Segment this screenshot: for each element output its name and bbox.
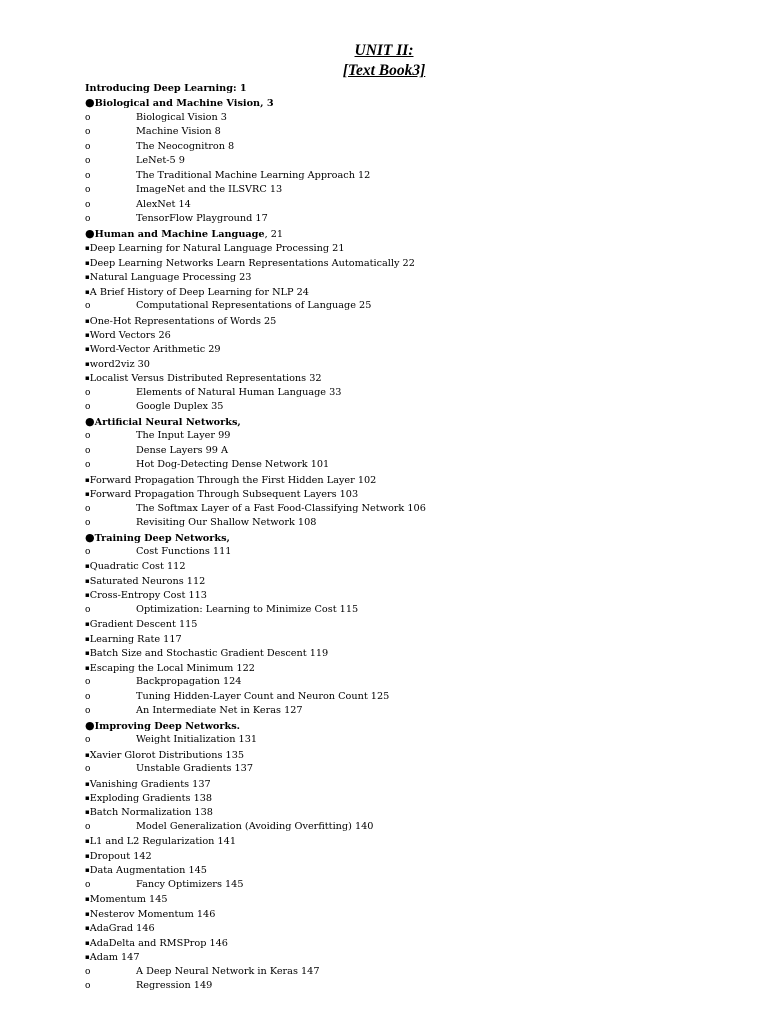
toc-item-text: Word Vectors 26 — [89, 329, 171, 341]
toc-item-text: Nesterov Momentum 146 — [89, 908, 216, 920]
toc-item — [85, 473, 745, 487]
unit-title: UNIT II: — [354, 42, 414, 59]
toc-subitem-text: Fancy Optimizers 145 — [136, 878, 244, 890]
toc-subitem — [85, 820, 745, 834]
textbook-reference: [Text Book3] — [342, 62, 426, 79]
table-of-contents — [85, 82, 745, 994]
toc-item — [85, 921, 745, 935]
toc-item — [85, 863, 745, 877]
bullet-square-icon: ▪ — [85, 953, 90, 962]
toc-item — [85, 892, 745, 906]
toc-item — [85, 646, 745, 660]
toc-subitem — [85, 979, 745, 993]
toc-item — [85, 834, 745, 848]
toc-item-label — [85, 632, 182, 647]
bullet-square-icon: ▪ — [85, 490, 90, 499]
toc-subitem — [85, 502, 745, 516]
toc-section-label — [85, 96, 274, 111]
toc-item — [85, 270, 745, 284]
bullet-square-icon: ▪ — [85, 837, 90, 846]
toc-section-title: Artificial Neural Networks, — [94, 416, 241, 428]
toc-item — [85, 805, 745, 819]
toc-item — [85, 314, 745, 328]
toc-chapter-heading — [85, 82, 745, 96]
toc-subitem-text: TensorFlow Playground 17 — [136, 213, 268, 225]
toc-section — [85, 531, 745, 545]
bullet-circle-icon: o — [85, 170, 91, 181]
bullet-square-icon: ▪ — [85, 634, 90, 643]
toc-subitem-text: Biological Vision 3 — [136, 111, 227, 123]
toc-section — [85, 415, 745, 429]
toc-item-label — [85, 473, 376, 488]
toc-item — [85, 907, 745, 921]
bullet-circle-icon: o — [85, 879, 91, 890]
toc-subitem — [85, 429, 745, 443]
toc-section-title: Human and Machine Language — [94, 228, 265, 240]
toc-item-label — [85, 646, 328, 661]
bullet-circle-icon: o — [85, 547, 91, 557]
toc-subitem — [85, 386, 745, 400]
toc-item-label — [85, 936, 228, 951]
toc-subitem-text: Backpropagation 124 — [136, 676, 242, 688]
bullet-circle-icon: o — [85, 199, 91, 210]
bullet-circle-icon: o — [85, 431, 91, 442]
bullet-square-icon: ▪ — [85, 258, 90, 267]
bullet-dot-icon: ● — [85, 226, 95, 240]
bullet-square-icon: ▪ — [85, 475, 90, 484]
bullet-circle-icon: o — [85, 141, 91, 152]
toc-subitem-text: The Traditional Machine Learning Approach 12 — [136, 169, 371, 181]
toc-subitem-text: The Softmax Layer of a Fast Food-Classifying Network 106 — [136, 502, 426, 514]
bullet-circle-icon: o — [85, 691, 91, 702]
bullet-square-icon: ▪ — [85, 359, 90, 368]
toc-item-label — [85, 487, 358, 502]
toc-item-text: Adam 147 — [89, 952, 140, 964]
toc-subitem — [85, 878, 745, 892]
toc-subitem — [85, 733, 745, 747]
toc-subitem-text: AlexNet 14 — [136, 198, 191, 210]
toc-subitem — [85, 140, 745, 154]
toc-item — [85, 777, 745, 791]
toc-subitem-text: Unstable Gradients 137 — [136, 763, 254, 775]
toc-subitem — [85, 169, 745, 183]
toc-item-label — [85, 863, 207, 878]
toc-item — [85, 661, 745, 675]
toc-item-text: word2viz 30 — [89, 358, 150, 370]
bullet-square-icon: ▪ — [85, 576, 90, 585]
toc-item-label — [85, 270, 251, 285]
toc-item-text: Xavier Glorot Distributions 135 — [89, 749, 245, 761]
toc-subitem — [85, 675, 745, 689]
toc-item — [85, 328, 745, 342]
toc-item-text: Learning Rate 117 — [89, 633, 182, 645]
bullet-square-icon: ▪ — [85, 649, 90, 658]
toc-item-label — [85, 849, 152, 864]
bullet-circle-icon: o — [85, 518, 91, 529]
toc-subitem — [85, 154, 745, 168]
toc-item-label — [85, 892, 168, 907]
toc-section-page: , 21 — [264, 228, 284, 240]
bullet-square-icon: ▪ — [85, 793, 90, 802]
bullet-circle-icon: o — [85, 460, 91, 471]
toc-item-text: Forward Propagation Through Subsequent Layers 103 — [89, 489, 359, 501]
toc-section-title: Biological and Machine Vision, 3 — [94, 98, 274, 110]
toc-item-text: Natural Language Processing 23 — [89, 272, 252, 284]
bullet-dot-icon: ● — [85, 718, 95, 732]
bullet-circle-icon: o — [85, 503, 91, 514]
bullet-square-icon: ▪ — [85, 909, 90, 918]
toc-subitem — [85, 704, 745, 718]
bullet-square-icon: ▪ — [85, 273, 90, 282]
bullet-circle-icon: o — [85, 764, 91, 775]
toc-subitem-text: Google Duplex 35 — [136, 401, 224, 413]
toc-item-text: Deep Learning Networks Learn Representations Automatically 22 — [89, 257, 415, 269]
bullet-circle-icon: o — [85, 677, 91, 688]
toc-subitem — [85, 125, 745, 139]
toc-subitem-text: LeNet-5 9 — [136, 155, 185, 167]
toc-section-label — [85, 415, 241, 430]
bullet-square-icon: ▪ — [85, 562, 90, 571]
bullet-circle-icon: o — [85, 735, 91, 746]
toc-item — [85, 588, 745, 602]
bullet-circle-icon: o — [85, 127, 91, 138]
toc-item-label — [85, 588, 207, 603]
toc-subitem-text: Hot Dog-Detecting Dense Network 101 — [136, 459, 330, 471]
toc-subitem — [85, 212, 745, 226]
toc-section — [85, 96, 745, 110]
toc-subitem-text: A Deep Neural Network in Keras 147 — [136, 965, 320, 977]
toc-item-label — [85, 907, 215, 922]
bullet-circle-icon: o — [85, 821, 91, 832]
toc-section-title: Training Deep Networks, — [94, 532, 230, 544]
toc-item — [85, 285, 745, 299]
toc-section-label — [85, 719, 240, 734]
toc-item-text: Saturated Neurons 112 — [89, 575, 206, 587]
toc-item-text: Quadratic Cost 112 — [89, 561, 186, 573]
toc-item-label — [85, 777, 211, 792]
toc-item-label — [85, 748, 244, 763]
toc-item-label — [85, 661, 255, 676]
toc-subitem — [85, 965, 745, 979]
toc-item-text: Batch Normalization 138 — [89, 807, 213, 819]
toc-item-label — [85, 285, 309, 300]
toc-item-text: Localist Versus Distributed Representations 32 — [89, 373, 322, 385]
toc-subitem-text: Weight Initialization 131 — [136, 734, 258, 746]
toc-item-text: Data Augmentation 145 — [89, 865, 207, 877]
toc-item — [85, 559, 745, 573]
toc-item — [85, 791, 745, 805]
bullet-circle-icon: o — [85, 966, 91, 977]
toc-subitem-text: Cost Functions 111 — [136, 546, 232, 557]
bullet-circle-icon: o — [85, 706, 91, 717]
toc-section-title: Improving Deep Networks. — [94, 720, 241, 732]
toc-item-text: L1 and L2 Regularization 141 — [89, 836, 236, 848]
bullet-square-icon: ▪ — [85, 924, 90, 933]
bullet-dot-icon: ● — [85, 530, 95, 544]
bullet-circle-icon: o — [85, 112, 91, 123]
toc-subitem — [85, 400, 745, 414]
toc-item-label — [85, 314, 276, 329]
toc-item-text: A Brief History of Deep Learning for NLP 24 — [89, 286, 309, 298]
bullet-square-icon: ▪ — [85, 345, 90, 354]
toc-item-label — [85, 559, 186, 574]
toc-subitem — [85, 603, 745, 617]
toc-subitem-text: Revisiting Our Shallow Network 108 — [136, 517, 317, 529]
toc-subitem — [85, 111, 745, 125]
toc-subitem — [85, 198, 745, 212]
toc-subitem — [85, 299, 745, 313]
toc-item — [85, 950, 745, 964]
toc-item — [85, 617, 745, 631]
toc-item-text: Momentum 145 — [89, 894, 168, 906]
toc-item-text: Exploding Gradients 138 — [89, 792, 213, 804]
bullet-square-icon: ▪ — [85, 330, 90, 339]
toc-item-text: Cross-Entropy Cost 113 — [89, 590, 207, 602]
toc-item-label — [85, 805, 213, 820]
toc-item — [85, 487, 745, 501]
toc-subitem-text: The Input Layer 99 — [136, 430, 231, 442]
toc-item — [85, 256, 745, 270]
bullet-square-icon: ▪ — [85, 287, 90, 296]
toc-item-label — [85, 241, 345, 256]
bullet-circle-icon: o — [85, 402, 91, 413]
toc-item-text: One-Hot Representations of Words 25 — [89, 315, 277, 327]
toc-subitem-text: The Neocognitron 8 — [136, 140, 235, 152]
bullet-square-icon: ▪ — [85, 866, 90, 875]
toc-item-text: AdaGrad 146 — [89, 923, 155, 935]
bullet-dot-icon: ● — [85, 96, 95, 110]
bullet-square-icon: ▪ — [85, 851, 90, 860]
toc-subitem — [85, 458, 745, 472]
toc-item-text: AdaDelta and RMSProp 146 — [89, 937, 228, 949]
bullet-square-icon: ▪ — [85, 895, 90, 904]
toc-item — [85, 748, 745, 762]
toc-item-label — [85, 617, 197, 632]
toc-heading-text: Introducing Deep Learning: 1 — [85, 83, 247, 94]
toc-item-text: Batch Size and Stochastic Gradient Descent 119 — [89, 648, 329, 660]
toc-subitem-text: Dense Layers 99 A — [136, 444, 229, 456]
toc-subitem-text: Model Generalization (Avoiding Overfitting) 140 — [136, 820, 374, 832]
bullet-square-icon: ▪ — [85, 591, 90, 600]
bullet-circle-icon: o — [85, 387, 91, 398]
toc-section — [85, 719, 745, 733]
toc-item-text: Deep Learning for Natural Language Processing 21 — [89, 243, 345, 255]
toc-subitem — [85, 762, 745, 776]
toc-item-label — [85, 256, 415, 271]
bullet-circle-icon: o — [85, 185, 91, 196]
toc-item-label — [85, 328, 171, 343]
toc-subitem — [85, 690, 745, 704]
toc-subitem-text: Optimization: Learning to Minimize Cost 115 — [136, 603, 359, 615]
bullet-square-icon: ▪ — [85, 938, 90, 947]
toc-item-text: Word-Vector Arithmetic 29 — [89, 344, 221, 356]
toc-subitem-text: Computational Representations of Language 25 — [136, 300, 372, 312]
toc-item — [85, 849, 745, 863]
bullet-circle-icon: o — [85, 604, 91, 615]
toc-item-label — [85, 357, 150, 372]
bullet-square-icon: ▪ — [85, 316, 90, 325]
bullet-square-icon: ▪ — [85, 374, 90, 383]
toc-item — [85, 241, 745, 255]
toc-section — [85, 227, 745, 241]
toc-item-label — [85, 791, 212, 806]
toc-item-label — [85, 342, 221, 357]
toc-subitem — [85, 444, 745, 458]
toc-section-label — [85, 531, 230, 546]
toc-item-label — [85, 950, 139, 965]
toc-item — [85, 357, 745, 371]
toc-item — [85, 936, 745, 950]
toc-subitem — [85, 516, 745, 530]
bullet-square-icon: ▪ — [85, 779, 90, 788]
bullet-circle-icon: o — [85, 214, 91, 225]
bullet-square-icon: ▪ — [85, 244, 90, 253]
bullet-circle-icon: o — [85, 981, 91, 992]
toc-subitem — [85, 545, 745, 559]
toc-item-text: Forward Propagation Through the First Hidden Layer 102 — [89, 474, 377, 486]
toc-item-label — [85, 834, 236, 849]
bullet-square-icon: ▪ — [85, 663, 90, 672]
toc-section-label — [85, 227, 283, 242]
toc-item-label — [85, 371, 322, 386]
bullet-circle-icon: o — [85, 301, 91, 312]
bullet-square-icon: ▪ — [85, 750, 90, 759]
toc-subitem-text: Machine Vision 8 — [136, 126, 221, 138]
bullet-circle-icon: o — [85, 156, 91, 167]
toc-subitem-text: Elements of Natural Human Language 33 — [136, 386, 342, 398]
toc-subitem-text: An Intermediate Net in Keras 127 — [136, 705, 303, 717]
toc-item-label — [85, 574, 205, 589]
toc-subitem — [85, 183, 745, 197]
toc-item — [85, 574, 745, 588]
toc-item — [85, 342, 745, 356]
toc-item-text: Gradient Descent 115 — [89, 619, 198, 631]
toc-item-text: Escaping the Local Minimum 122 — [89, 662, 255, 674]
bullet-dot-icon: ● — [85, 414, 95, 428]
bullet-square-icon: ▪ — [85, 620, 90, 629]
toc-item — [85, 371, 745, 385]
toc-item-text: Vanishing Gradients 137 — [89, 778, 211, 790]
toc-item-text: Dropout 142 — [89, 850, 152, 862]
toc-subitem-text: Tuning Hidden-Layer Count and Neuron Count 125 — [136, 690, 390, 702]
toc-subitem-text: ImageNet and the ILSVRC 13 — [136, 184, 283, 196]
toc-subitem-text: Regression 149 — [136, 980, 213, 992]
toc-item-label — [85, 921, 155, 936]
toc-item — [85, 632, 745, 646]
bullet-circle-icon: o — [85, 445, 91, 456]
bullet-square-icon: ▪ — [85, 808, 90, 817]
